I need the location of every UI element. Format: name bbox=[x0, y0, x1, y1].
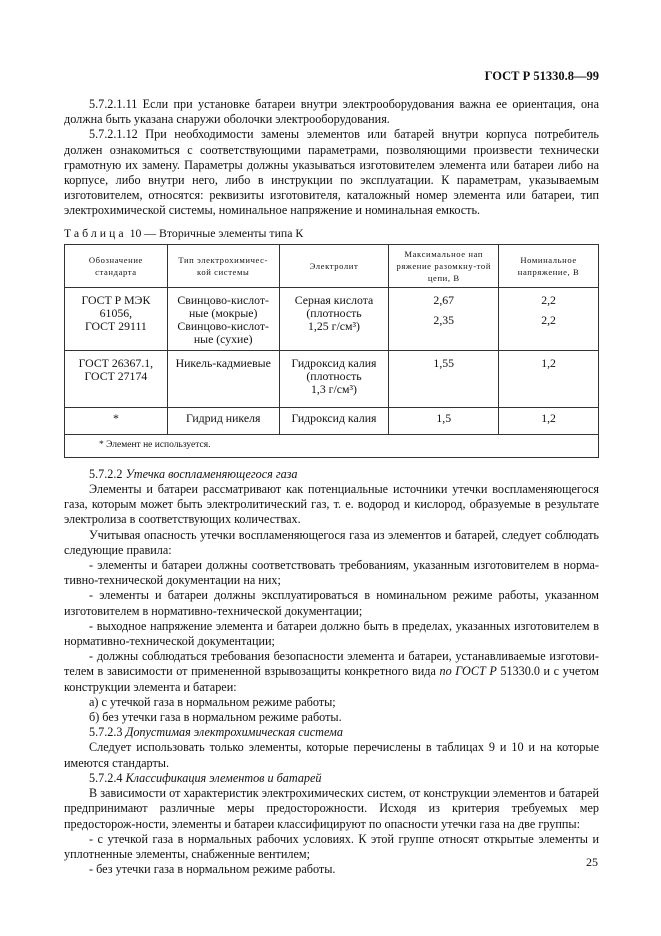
cell-line: ГОСТ 29111 bbox=[84, 319, 147, 334]
section-title: Утечка воспламеняющегося газа bbox=[125, 466, 298, 481]
table-caption-prefix: Таблица bbox=[64, 225, 127, 240]
cell-electrolyte bbox=[279, 287, 389, 350]
cell-standard: * bbox=[65, 407, 168, 434]
paragraph: В зависимости от характеристик электрохимических систем, от конструкции элементов и батарей предпринимают различные меры предосторожности. Исходя из критерия требуемых мер предосторож-ности, элементы и батареи классифицируют по опасности утечки газа на две группы: bbox=[64, 786, 599, 831]
list-item bbox=[64, 649, 599, 695]
cell-max-voltage bbox=[389, 350, 499, 407]
col-header-electrolyte: Электролит bbox=[279, 244, 389, 287]
list-item: - элементы и батареи должны эксплуатироваться в номинальном режиме работы, указанном изготовителем в нормативно-технической документации; bbox=[64, 588, 599, 618]
paragraph-5-7-2-1-12: 5.7.2.1.12 При необходимости замены элементов или батарей внутри корпуса потребитель должен ознакомиться с соответствующими параметрами, позволяющими произвести технически грамотную их замену. Параметры должны указываться изготовителем элемента или батареи либо на корпусе, либо внутри него, либо в инструкции по эксплуатации. К параметрам, указываемым изготовителем, относятся: реквизиты изготовителя, каталожный номер элемента или батареи, тип электрохимической системы, номинальное напряжение и номинальная емкость. bbox=[64, 127, 599, 218]
paragraph: Элементы и батареи рассматривают как потенциальные источники утечки воспламеняющегося газа, которым может быть электролитический газ, т. е. водород и кислород, образуемые в результате электролиза в соответствующих количествах. bbox=[64, 482, 599, 527]
cell-electrolyte bbox=[279, 350, 389, 407]
paragraph: Следует использовать только элементы, которые перечислены в таблицах 9 и 10 и на которые имеются стандарты. bbox=[64, 740, 599, 770]
cell-line: ГОСТ Р МЭК 61056, bbox=[81, 292, 151, 321]
list-item-text: - должны соблюдаться требования безопасности элемента и батареи, устанавливаемые изготови-телем в зависимости от примененной взрывозащиты конкретного вида bbox=[64, 649, 599, 679]
table-row bbox=[65, 407, 599, 434]
paragraph: Учитывая опасность утечки воспламеняющегося газа из элементов и батарей, следует соблюдать следующие правила: bbox=[64, 527, 599, 557]
col-header-max-voltage: Максимальное нап ряжение разомкну-той цепи, В bbox=[389, 244, 499, 287]
section-number: 5.7.2.3 bbox=[89, 725, 123, 740]
list-item: - элементы и батареи должны соответствовать требованиям, указанным изготовителем в норма-тивно-технической документации на них; bbox=[64, 558, 599, 588]
sub-item: б) без утечки газа в нормальном режиме работы. bbox=[89, 710, 342, 725]
section-heading-5-7-2-2 bbox=[64, 467, 599, 482]
cell-max-voltage bbox=[389, 287, 499, 350]
standard-reference: по ГОСТ Р bbox=[439, 664, 497, 679]
list-item-text: 51330.0 и с учетом конструкции элемента и батареи: bbox=[64, 664, 600, 694]
section-number: 5.7.2.2 bbox=[89, 466, 123, 481]
paragraph-5-7-2-1-11: 5.7.2.1.11 Если при установке батареи внутри электрооборудования важна ее ориентация, она должна быть указана снаружи оболочки электрооборудования. bbox=[64, 97, 599, 127]
cell-line: Серная кислота bbox=[294, 292, 374, 307]
col-header-nominal-voltage: Номинальное напряжение, В bbox=[499, 244, 599, 287]
table-caption-title: 10 — Вторичные элементы типа К bbox=[129, 225, 304, 240]
table-row bbox=[65, 350, 599, 407]
cell-max-voltage: 1,5 bbox=[389, 407, 499, 434]
cell-electrolyte: Гидроксид калия bbox=[279, 407, 389, 434]
cell-nominal-voltage: 1,2 bbox=[499, 407, 599, 434]
cell-standard bbox=[65, 350, 168, 407]
cell-line: Свинцово-кислот-ные (мокрые) bbox=[177, 292, 269, 321]
section-title: Классификация элементов и батарей bbox=[125, 770, 322, 785]
cell-system: Гидрид никеля bbox=[167, 407, 279, 434]
cell-line: Свинцово-кислот-ные (сухие) bbox=[177, 319, 269, 347]
table-header-row bbox=[65, 244, 599, 287]
cell-system bbox=[167, 350, 279, 407]
page-number: 25 bbox=[586, 855, 598, 869]
section-number: 5.7.2.4 bbox=[89, 770, 123, 785]
list-item: - с утечкой газа в нормальных рабочих условиях. К этой группе относят открытые элементы и уплотненные элементы, снабженные вентилем; bbox=[64, 831, 599, 861]
cell-line: 1,25 г/см³) bbox=[308, 319, 360, 334]
cell-line: Никель-кадмиевые bbox=[175, 355, 271, 370]
cell-line: ГОСТ 27174 bbox=[84, 369, 148, 384]
list-item: - выходное напряжение элемента и батареи должно быть в пределах, указанных изготовителем в нормативно-технической документации; bbox=[64, 618, 599, 649]
cell-line: 1,55 bbox=[433, 355, 455, 370]
table-row bbox=[65, 287, 599, 350]
table-footnote-row bbox=[65, 434, 599, 457]
list-item: - без утечки газа в нормальном режиме работы. bbox=[89, 862, 336, 877]
cell-line: 2,35 bbox=[433, 313, 455, 328]
cell-line: 2,2 bbox=[541, 292, 556, 307]
col-header-standard: Обозначение стандарта bbox=[65, 244, 168, 287]
table-caption bbox=[64, 226, 599, 241]
cell-nominal-voltage bbox=[499, 350, 599, 407]
cell-line: 2,67 bbox=[433, 292, 455, 307]
section-title: Допустимая электрохимическая система bbox=[125, 725, 343, 740]
section-heading-5-7-2-4 bbox=[64, 771, 599, 786]
cell-line: 1,2 bbox=[541, 355, 556, 370]
sub-item: а) с утечкой газа в нормальном режиме работы; bbox=[89, 694, 336, 709]
cell-line: (плотность bbox=[306, 306, 362, 321]
cell-line: Гидроксид калия bbox=[291, 355, 377, 370]
table-footnote: * Элемент не используется. bbox=[65, 434, 599, 457]
cell-nominal-voltage bbox=[499, 287, 599, 350]
section-heading-5-7-2-3 bbox=[64, 725, 599, 740]
secondary-cells-table bbox=[64, 244, 599, 458]
cell-line: (плотность bbox=[306, 369, 362, 384]
cell-system bbox=[167, 287, 279, 350]
cell-line: 2,2 bbox=[541, 313, 556, 328]
page-content bbox=[64, 97, 599, 877]
cell-line: ГОСТ 26367.1, bbox=[78, 355, 154, 370]
col-header-system: Тип электрохимичес-кой системы bbox=[167, 244, 279, 287]
cell-standard bbox=[65, 287, 168, 350]
document-header: ГОСТ Р 51330.8—99 bbox=[484, 69, 599, 83]
cell-line: 1,3 г/см³) bbox=[310, 382, 357, 397]
